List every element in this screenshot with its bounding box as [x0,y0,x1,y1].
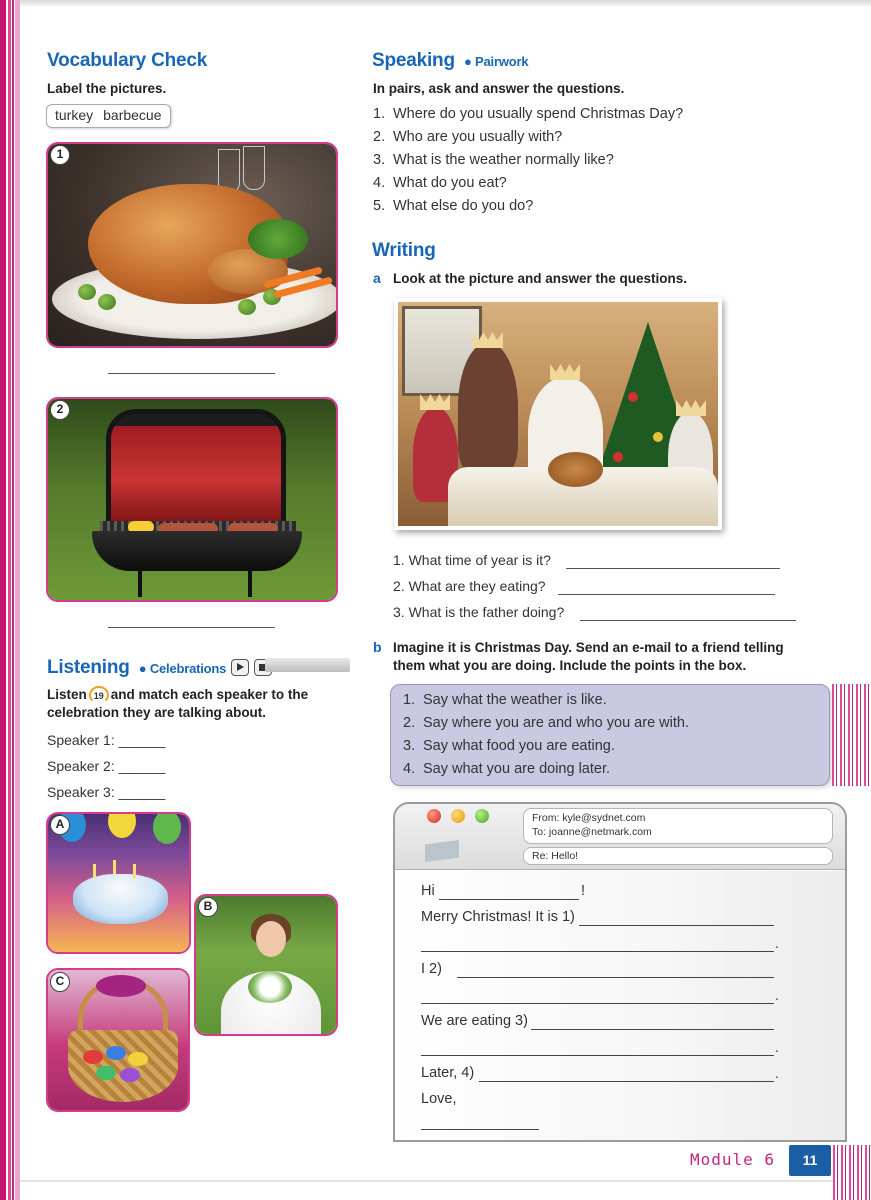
speaker-3-blank[interactable]: ______ [118,784,166,800]
speaking-subtitle: ● Pairwork [463,54,529,69]
top-rule [20,0,871,6]
email-line-3: We are eating 3) [421,1013,528,1029]
word-box [46,104,171,128]
email-header [395,804,845,870]
picture-b-badge: B [198,897,218,917]
speaker-2-blank[interactable]: ______ [118,758,166,774]
listening-instruction: Listen 19 and match each speaker to the celebration they are talking about. [47,687,309,721]
email-blank-signature[interactable] [421,1129,539,1130]
picture-c-badge: C [50,972,70,992]
word-barbecue: barbecue [103,107,162,123]
picture-1-answer-line[interactable] [108,373,275,374]
birthday-photo [46,812,191,954]
speaking-instruction: In pairs, ask and answer the questions. [373,81,625,96]
point-item: 2. Say where you are and who you are with. [403,715,689,731]
footer-rule [20,1180,871,1182]
barbecue-photo [46,397,338,602]
speaker-2-row: Speaker 2: ______ [47,758,166,774]
email-period-2: . [775,987,779,1003]
vocabulary-instruction: Label the pictures. [47,81,167,96]
writing-a-letter: a [373,270,381,286]
speaking-title: Speaking [372,50,455,71]
maximize-dot-icon[interactable] [475,809,489,823]
email-blank-2a[interactable] [457,977,774,978]
writing-a-question-3: 3. What is the father doing? [393,604,565,620]
speaking-question: 1. Where do you usually spend Christmas Day? [373,106,684,122]
email-blank-name[interactable] [439,899,579,900]
picture-2-answer-line[interactable] [108,627,275,628]
turkey-photo [46,142,338,348]
envelope-icon [425,840,459,862]
point-item: 3. Say what food you are eating. [403,738,615,754]
email-closing: Love, [421,1091,457,1107]
vocabulary-heading: Vocabulary Check [47,50,208,71]
point-item: 1. Say what the weather is like. [403,692,607,708]
writing-a-answer-2[interactable] [558,594,775,595]
listening-heading [47,657,272,679]
speaker-3-row: Speaker 3: ______ [47,784,166,800]
email-greeting-end: ! [581,883,586,899]
point-item: 4. Say what you are doing later. [403,761,611,777]
email-blank-3a[interactable] [531,1029,774,1030]
close-dot-icon[interactable] [427,809,441,823]
play-icon[interactable] [231,659,249,676]
writing-a-instruction: Look at the picture and answer the questions. [393,271,688,286]
listening-subtitle: ● Celebrations [138,661,227,676]
email-address-field[interactable] [523,808,833,844]
page-number: 11 [789,1145,831,1176]
email-line-4: Later, 4) [421,1065,475,1081]
writing-b-instruction: Imagine it is Christmas Day. Send an e-mail to a friend telling them what you are doing. Include the points in the box. [393,640,784,673]
email-period-1: . [775,935,779,951]
speaker-1-row: Speaker 1: ______ [47,732,166,748]
email-from: From: kyle@sydnet.com [532,812,646,824]
email-window [393,802,847,1142]
email-line-1: Merry Christmas! It is 1) [421,909,575,925]
footer-stripe-decoration [833,1145,871,1200]
email-greeting: Hi [421,883,435,899]
speaking-question: 3. What is the weather normally like? [373,152,614,168]
speaking-question: 4. What do you eat? [373,175,507,191]
word-turkey: turkey [55,107,94,123]
email-line-2: I 2) [421,961,442,977]
email-blank-3b[interactable] [421,1055,774,1056]
minimize-dot-icon[interactable] [451,809,465,823]
writing-a-answer-1[interactable] [566,568,780,569]
email-period-4: . [775,1065,779,1081]
picture-2-badge: 2 [50,400,70,420]
email-to: To: joanne@netmark.com [532,826,652,838]
speaker-1-blank[interactable]: ______ [118,732,166,748]
points-list [403,689,829,781]
module-label: Module 6 [690,1150,776,1169]
box-stripe-decoration [832,684,871,786]
writing-a-question-2: 2. What are they eating? [393,578,546,594]
writing-heading: Writing [372,240,436,261]
writing-b-letter: b [373,639,382,655]
email-blank-4[interactable] [479,1081,774,1082]
easter-photo [46,968,190,1112]
speaking-question: 5. What else do you do? [373,198,534,214]
writing-a-answer-3[interactable] [580,620,796,621]
email-blank-1a[interactable] [579,925,774,926]
email-subject-field[interactable]: Re: Hello! [523,847,833,865]
audio-track-icon: 19 [89,686,109,704]
listening-title: Listening [47,657,130,678]
wedding-photo [194,894,338,1036]
speaking-question: 2. Who are you usually with? [373,129,563,145]
family-christmas-photo [394,298,722,530]
points-box [390,684,830,786]
email-body [395,871,845,1142]
picture-1-badge: 1 [50,145,70,165]
email-period-3: . [775,1039,779,1055]
speaking-heading [372,50,528,72]
email-blank-2b[interactable] [421,1003,774,1004]
email-blank-1b[interactable] [421,951,774,952]
speaking-questions [373,103,683,218]
picture-a-badge: A [50,815,70,835]
audio-progress-bar[interactable] [265,658,350,672]
writing-a-question-1: 1. What time of year is it? [393,552,551,568]
left-edge-stripe [0,0,20,1200]
